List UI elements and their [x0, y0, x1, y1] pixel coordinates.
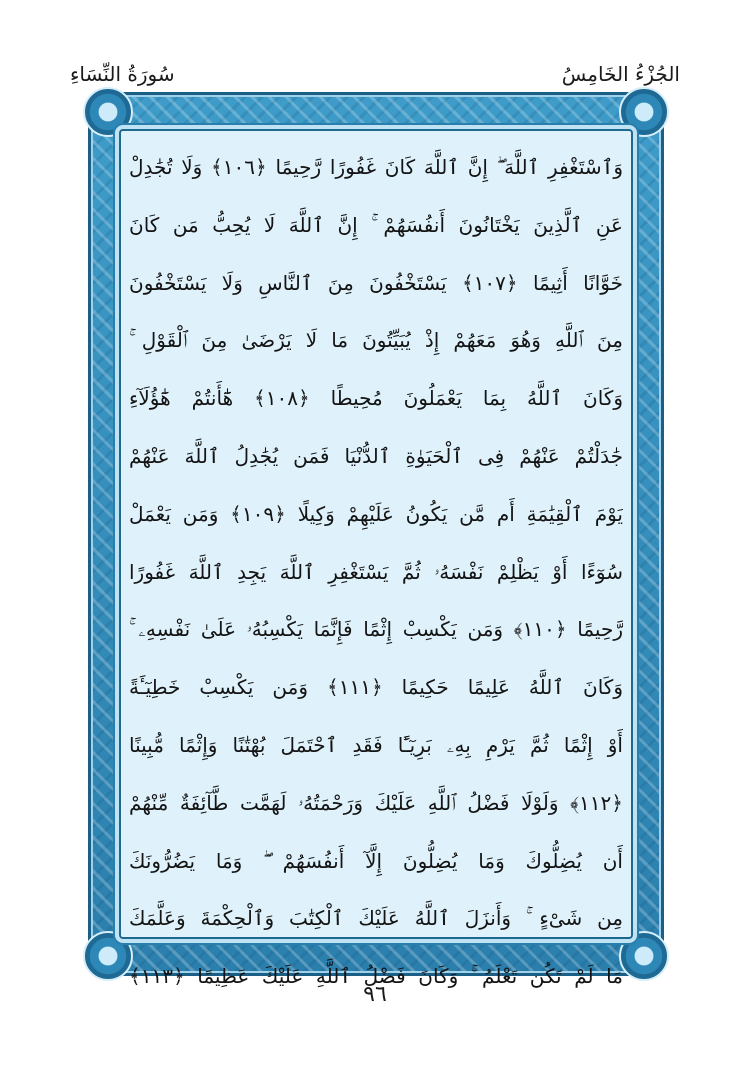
juz-title: الجُزْءُ الخَامِسُ — [561, 62, 680, 86]
ornamental-frame — [88, 92, 664, 989]
text-panel — [119, 129, 633, 989]
page-number: ٩٦ — [363, 982, 387, 1007]
verse-line: أَوْ إِثْمًا ثُمَّ يَرْمِ بِهِۦ بَرِيٓـًٔا فَقَدِ ٱحْتَمَلَ بُهْتَٰنًا وَإِثْمًا مُّبِينًا — [129, 732, 623, 757]
verse-line: يَوْمَ ٱلْقِيَٰمَةِ أَم مَّن يَكُونُ عَلَيْهِمْ وَكِيلًا ﴿١٠٩﴾ وَمَن يَعْمَلْ — [129, 501, 623, 526]
verse-line: ﴿١١٢﴾ وَلَوْلَا فَضْلُ ٱللَّهِ عَلَيْكَ وَرَحْمَتُهُۥ لَهَمَّت طَّآئِفَةٌ مِّنْهُمْ — [129, 790, 623, 815]
verse-line: وَٱسْتَغْفِرِ ٱللَّهَ ۖ إِنَّ ٱللَّهَ كَانَ غَفُورًا رَّحِيمًا ﴿١٠٦﴾ وَلَا تُجَٰدِلْ — [129, 155, 623, 179]
surah-title: سُورَةُ النِّسَاءِ — [70, 62, 175, 86]
verse-line: أَن يُضِلُّوكَ وَمَا يُضِلُّونَ إِلَّآ أَنفُسَهُمْ ۖ وَمَا يَضُرُّونَكَ — [129, 848, 623, 873]
verse-line: مِن شَىْءٍ ۚ وَأَنزَلَ ٱللَّهُ عَلَيْكَ ٱلْكِتَٰبَ وَٱلْحِكْمَةَ وَعَلَّمَكَ — [129, 906, 623, 931]
verse-line: خَوَّانًا أَثِيمًا ﴿١٠٧﴾ يَسْتَخْفُونَ مِنَ ٱلنَّاسِ وَلَا يَسْتَخْفُونَ — [129, 270, 623, 295]
verse-line: سُوٓءًا أَوْ يَظْلِمْ نَفْسَهُۥ ثُمَّ يَسْتَغْفِرِ ٱللَّهَ يَجِدِ ٱللَّهَ غَفُورًا — [129, 559, 623, 584]
verse-line: مَا لَمْ تَكُن تَعْلَمُ ۚ وَكَانَ فَضْلُ ٱللَّهِ عَلَيْكَ عَظِيمًا ﴿١١٣﴾ — [129, 964, 623, 989]
verse-line: عَنِ ٱلَّذِينَ يَخْتَانُونَ أَنفُسَهُمْ ۚ إِنَّ ٱللَّهَ لَا يُحِبُّ مَن كَانَ — [129, 212, 623, 237]
verse-text-area — [129, 139, 623, 989]
verse-line: وَكَانَ ٱللَّهُ بِمَا يَعْمَلُونَ مُحِيطًا ﴿١٠٨﴾ هَٰٓأَنتُمْ هَٰٓؤُلَآءِ — [129, 386, 623, 411]
verse-line: رَّحِيمًا ﴿١١٠﴾ وَمَن يَكْسِبْ إِثْمًا فَإِنَّمَا يَكْسِبُهُۥ عَلَىٰ نَفْسِهِۦ ۚ — [129, 617, 623, 642]
verse-line: جَٰدَلْتُمْ عَنْهُمْ فِى ٱلْحَيَوٰةِ ٱلدُّنْيَا فَمَن يُجَٰدِلُ ٱللَّهَ عَنْهُمْ — [129, 443, 623, 468]
page-header — [70, 56, 680, 92]
verse-line: وَكَانَ ٱللَّهُ عَلِيمًا حَكِيمًا ﴿١١١﴾ وَمَن يَكْسِبْ خَطِيٓـَٔةً — [129, 675, 623, 700]
verse-line: مِنَ ٱللَّهِ وَهُوَ مَعَهُمْ إِذْ يُبَيِّتُونَ مَا لَا يَرْضَىٰ مِنَ ٱلْقَوْلِ ۚ — [129, 328, 623, 353]
